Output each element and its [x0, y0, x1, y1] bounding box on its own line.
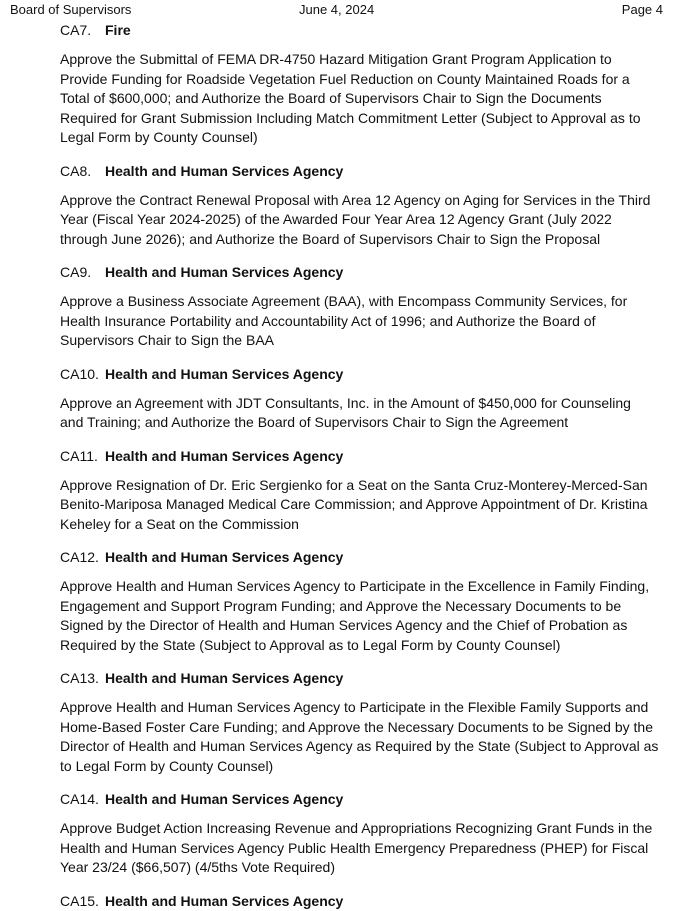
description-line: Provide Funding for Roadside Vegetation Fuel Reduction on County Maintained Roads for a: [60, 70, 630, 87]
header-date: June 4, 2024: [299, 2, 375, 17]
agenda-item-heading: [60, 161, 660, 181]
agenda-item-heading: [60, 364, 660, 384]
agenda-item-number: CA15.: [60, 892, 99, 909]
description-line: Approve Health and Human Services Agency to Participate in the Flexible Family Supports and: [60, 699, 649, 715]
agenda-item-description: [60, 819, 660, 878]
agenda-item: [60, 891, 660, 911]
agenda-item-number: CA13.: [60, 670, 99, 686]
description-line: Required by the State (Subject to Approval as to Legal Form by County Counsel): [60, 636, 561, 653]
agenda-item-heading: [60, 262, 660, 282]
agenda-item: [60, 668, 660, 776]
agenda-item: [60, 789, 660, 878]
agenda-item-description: [60, 292, 660, 351]
header-page-number: Page 4: [621, 2, 663, 17]
description-line: Benito-Mariposa Managed Medical Care Commission; and Approve Appointment of Dr. Kristina: [60, 496, 648, 512]
description-line: Approve Health and Human Services Agency to Participate in the Excellence in Family Finding,: [60, 578, 650, 594]
description-line: Signed by the Director of Health and Human Services Agency and the Chief of Probation as: [60, 617, 628, 633]
description-line: Health and Human Services Agency Public Health Emergency Preparedness (PHEP) for Fiscal: [60, 839, 649, 856]
description-line: Engagement and Support Program Funding; and Approve the Necessary Documents to be: [60, 597, 622, 614]
description-line: Approve Budget Action Increasing Revenue and Appropriations Recognizing Grant Funds in the: [60, 820, 653, 836]
description-line: and Training; and Authorize the Board of Supervisors Chair to Sign the Agreement: [60, 414, 569, 430]
agenda-item-number: CA9.: [60, 264, 92, 280]
agenda-item-heading: [60, 20, 660, 40]
agenda-item-department: Health and Human Services Agency: [105, 892, 344, 909]
agenda-item-heading: [60, 668, 660, 688]
agenda-item-description: [60, 476, 660, 535]
description-line: Approve the Submittal of FEMA DR-4750 Hazard Mitigation Grant Program Application to: [60, 51, 612, 67]
agenda-item-department: Health and Human Services Agency: [105, 162, 344, 179]
agenda-item-department: Fire: [105, 22, 131, 38]
agenda-item-department: Health and Human Services Agency: [105, 365, 344, 382]
description-line: Year (Fiscal Year 2024-2025) of the Awarded Four Year Area 12 Agency Grant (July 2022: [60, 211, 612, 227]
description-line: Director of Health and Human Services Agency as Required by the State (Subject to Approval as: [60, 738, 659, 754]
agenda-item-heading: [60, 446, 660, 466]
agenda-item-heading: [60, 891, 660, 911]
agenda-item-description: [60, 394, 660, 433]
agenda-item-number: CA11.: [60, 447, 98, 464]
agenda-item: [60, 20, 660, 148]
description-line: Approve the Contract Renewal Proposal with Area 12 Agency on Aging for Services in the Third: [60, 191, 651, 208]
agenda-item-number: CA12.: [60, 549, 99, 565]
agenda-item-description: [60, 50, 660, 148]
agenda-item-description: [60, 577, 660, 655]
agenda-item: [60, 446, 660, 535]
description-line: Approve an Agreement with JDT Consultants, Inc. in the Amount of $450,000 for Counseling: [60, 394, 631, 411]
description-line: Approve a Business Associate Agreement (BAA), with Encompass Community Services, for: [60, 293, 628, 309]
agenda-item: [60, 547, 660, 655]
agenda-item-heading: [60, 547, 660, 567]
agenda-item-number: CA14.: [60, 791, 99, 807]
description-line: Total of $600,000; and Authorize the Board of Supervisors Chair to Sign the Documents: [60, 90, 602, 106]
agenda-item-department: Health and Human Services Agency: [105, 791, 344, 807]
agenda-item-department: Health and Human Services Agency: [105, 447, 344, 464]
description-line: through June 2026); and Authorize the Board of Supervisors Chair to Sign the Proposal: [60, 230, 601, 247]
description-line: Required for Grant Submission Including Match Commitment Letter (Subject to Approval as to: [60, 109, 641, 126]
agenda-items: [60, 20, 660, 911]
description-line: Health Insurance Portability and Accountability Act of 1996; and Authorize the Board of: [60, 312, 596, 329]
agenda-item-number: CA7.: [60, 22, 92, 38]
agenda-item: [60, 262, 660, 351]
agenda-item-number: CA10.: [60, 365, 99, 382]
agenda-item: [60, 364, 660, 433]
description-line: Legal Form by County Counsel): [60, 129, 258, 145]
agenda-item-heading: [60, 789, 660, 809]
agenda-item-department: Health and Human Services Agency: [105, 670, 344, 686]
agenda-item-description: [60, 191, 660, 250]
description-line: Approve Resignation of Dr. Eric Sergienko for a Seat on the Santa Cruz-Monterey-Merced-San: [60, 476, 648, 493]
description-line: to Legal Form by County Counsel): [60, 757, 274, 774]
description-line: Supervisors Chair to Sign the BAA: [60, 332, 274, 348]
agenda-item-number: CA8.: [60, 162, 92, 179]
description-line: Year 23/24 ($66,507) (4/5ths Vote Required): [60, 859, 336, 875]
agenda-item-description: [60, 698, 660, 776]
page-header: [0, 2, 680, 20]
agenda-item-department: Health and Human Services Agency: [105, 549, 344, 565]
description-line: Keheley for a Seat on the Commission: [60, 515, 299, 532]
header-board-name: Board of Supervisors: [10, 2, 132, 17]
description-line: Home-Based Foster Care Funding; and Approve the Necessary Documents to be Signed by the: [60, 718, 653, 735]
agenda-item: [60, 161, 660, 250]
agenda-item-department: Health and Human Services Agency: [105, 264, 344, 280]
